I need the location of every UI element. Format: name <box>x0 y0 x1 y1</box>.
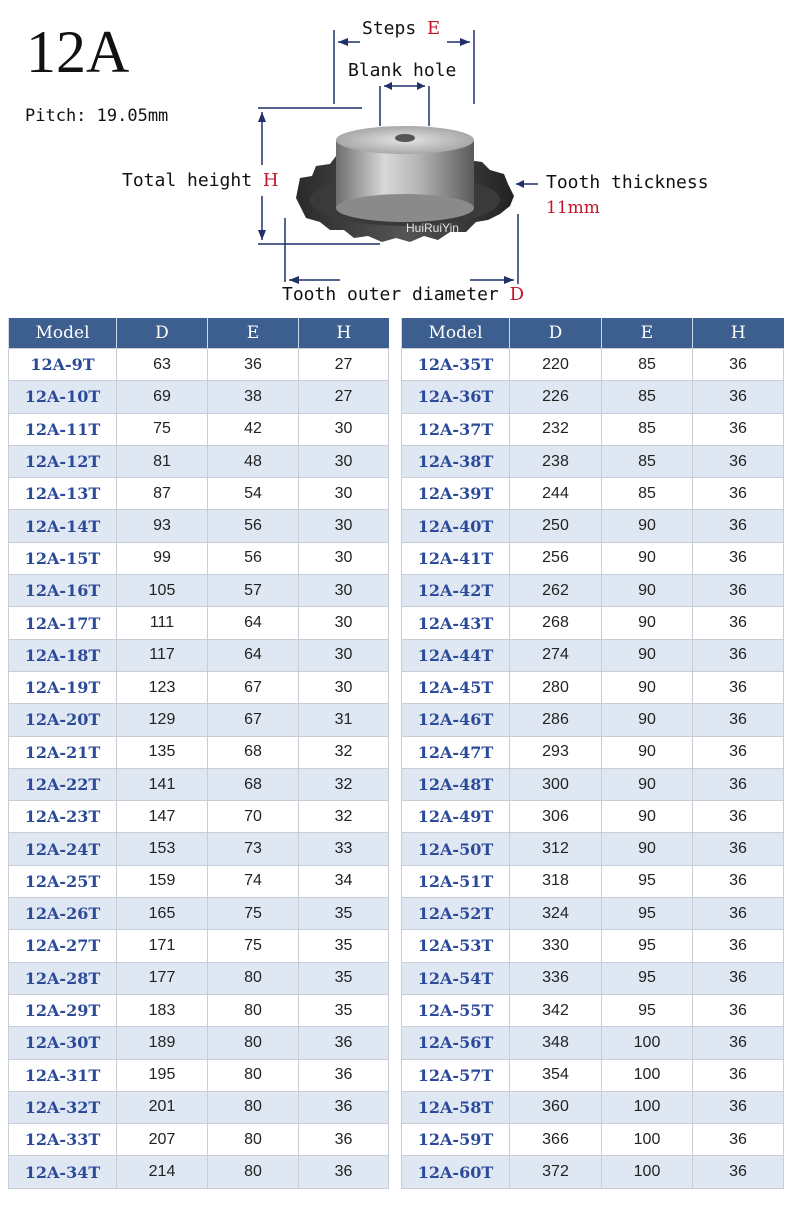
h-cell: 36 <box>693 801 784 833</box>
d-cell: 250 <box>510 510 602 542</box>
h-cell: 36 <box>299 1124 389 1156</box>
e-cell: 95 <box>602 994 693 1026</box>
model-cell: 12A-60T <box>402 1156 510 1188</box>
model-cell: 12A-44T <box>402 639 510 671</box>
tooth-thickness-dimension <box>516 180 538 188</box>
table-row <box>402 1091 784 1123</box>
h-cell: 36 <box>693 575 784 607</box>
e-cell: 90 <box>602 542 693 574</box>
page-title: 12A <box>26 19 130 85</box>
e-cell: 95 <box>602 930 693 962</box>
d-cell: 105 <box>117 575 208 607</box>
d-cell: 87 <box>117 478 208 510</box>
model-cell: 12A-37T <box>402 413 510 445</box>
table-row <box>9 349 389 381</box>
e-cell: 57 <box>208 575 299 607</box>
d-cell: 300 <box>510 768 602 800</box>
header-model: Model <box>9 318 117 349</box>
d-cell: 324 <box>510 898 602 930</box>
h-cell: 30 <box>299 413 389 445</box>
table-row <box>9 768 389 800</box>
table-row <box>9 704 389 736</box>
d-cell: 147 <box>117 801 208 833</box>
model-cell: 12A-39T <box>402 478 510 510</box>
table-row <box>402 1027 784 1059</box>
table-row <box>9 413 389 445</box>
model-cell: 12A-14T <box>9 510 117 542</box>
model-cell: 12A-27T <box>9 930 117 962</box>
h-cell: 36 <box>693 833 784 865</box>
e-cell: 90 <box>602 704 693 736</box>
model-cell: 12A-21T <box>9 736 117 768</box>
d-cell: 348 <box>510 1027 602 1059</box>
e-cell: 90 <box>602 575 693 607</box>
sprocket-hub <box>336 126 474 222</box>
h-cell: 36 <box>693 1156 784 1188</box>
table-row <box>402 639 784 671</box>
table-row <box>9 381 389 413</box>
h-cell: 32 <box>299 801 389 833</box>
table-row <box>9 1059 389 1091</box>
d-cell: 244 <box>510 478 602 510</box>
table-row <box>9 639 389 671</box>
d-cell: 293 <box>510 736 602 768</box>
h-cell: 30 <box>299 575 389 607</box>
model-cell: 12A-36T <box>402 381 510 413</box>
h-cell: 36 <box>693 704 784 736</box>
d-cell: 280 <box>510 671 602 703</box>
d-cell: 318 <box>510 865 602 897</box>
tooth-thickness-label: Tooth thickness <box>546 172 709 193</box>
e-cell: 100 <box>602 1059 693 1091</box>
e-cell: 80 <box>208 1059 299 1091</box>
d-cell: 69 <box>117 381 208 413</box>
svg-text:HuiRuiYin: HuiRuiYin <box>406 221 459 235</box>
h-cell: 30 <box>299 445 389 477</box>
model-cell: 12A-51T <box>402 865 510 897</box>
header-e: E <box>602 318 693 349</box>
table-row <box>9 478 389 510</box>
table-row <box>9 671 389 703</box>
e-cell: 85 <box>602 413 693 445</box>
model-cell: 12A-57T <box>402 1059 510 1091</box>
e-cell: 75 <box>208 898 299 930</box>
pitch-label: Pitch: 19.05mm <box>25 106 169 126</box>
e-cell: 95 <box>602 865 693 897</box>
e-cell: 67 <box>208 704 299 736</box>
header-d: D <box>117 318 208 349</box>
h-cell: 30 <box>299 639 389 671</box>
table-row <box>402 671 784 703</box>
model-cell: 12A-35T <box>402 349 510 381</box>
model-cell: 12A-54T <box>402 962 510 994</box>
model-cell: 12A-59T <box>402 1124 510 1156</box>
d-cell: 262 <box>510 575 602 607</box>
e-cell: 90 <box>602 833 693 865</box>
d-cell: 306 <box>510 801 602 833</box>
e-cell: 85 <box>602 381 693 413</box>
blank-hole-dimension <box>380 82 429 126</box>
model-cell: 12A-40T <box>402 510 510 542</box>
d-cell: 286 <box>510 704 602 736</box>
h-cell: 36 <box>299 1156 389 1188</box>
model-cell: 12A-12T <box>9 445 117 477</box>
tooth-thickness-value: 11mm <box>546 198 600 218</box>
d-cell: 372 <box>510 1156 602 1188</box>
h-cell: 36 <box>693 1124 784 1156</box>
e-cell: 36 <box>208 349 299 381</box>
model-cell: 12A-56T <box>402 1027 510 1059</box>
h-cell: 36 <box>693 381 784 413</box>
table-row <box>402 607 784 639</box>
d-cell: 220 <box>510 349 602 381</box>
model-cell: 12A-38T <box>402 445 510 477</box>
blank-hole-label: Blank hole <box>348 60 457 81</box>
table-row <box>402 542 784 574</box>
model-cell: 12A-24T <box>9 833 117 865</box>
h-cell: 33 <box>299 833 389 865</box>
e-cell: 100 <box>602 1124 693 1156</box>
h-cell: 32 <box>299 768 389 800</box>
table-row <box>402 575 784 607</box>
model-cell: 12A-58T <box>402 1091 510 1123</box>
d-cell: 201 <box>117 1091 208 1123</box>
h-cell: 30 <box>299 671 389 703</box>
h-cell: 36 <box>693 898 784 930</box>
table-row <box>402 833 784 865</box>
e-cell: 100 <box>602 1027 693 1059</box>
d-cell: 189 <box>117 1027 208 1059</box>
e-cell: 56 <box>208 510 299 542</box>
d-cell: 171 <box>117 930 208 962</box>
model-cell: 12A-23T <box>9 801 117 833</box>
model-cell: 12A-18T <box>9 639 117 671</box>
h-cell: 36 <box>693 865 784 897</box>
e-cell: 42 <box>208 413 299 445</box>
model-cell: 12A-29T <box>9 994 117 1026</box>
h-cell: 27 <box>299 349 389 381</box>
table-row <box>402 898 784 930</box>
h-cell: 36 <box>693 478 784 510</box>
h-cell: 36 <box>693 413 784 445</box>
header-h: H <box>299 318 389 349</box>
model-cell: 12A-55T <box>402 994 510 1026</box>
h-cell: 36 <box>693 1091 784 1123</box>
e-cell: 80 <box>208 1124 299 1156</box>
table-row <box>402 413 784 445</box>
h-cell: 36 <box>693 962 784 994</box>
steps-label: Steps E <box>362 18 441 39</box>
model-cell: 12A-42T <box>402 575 510 607</box>
model-cell: 12A-17T <box>9 607 117 639</box>
model-cell: 12A-28T <box>9 962 117 994</box>
table-row <box>9 898 389 930</box>
d-cell: 336 <box>510 962 602 994</box>
h-cell: 35 <box>299 898 389 930</box>
d-cell: 268 <box>510 607 602 639</box>
table-row <box>9 801 389 833</box>
table-row <box>402 445 784 477</box>
h-cell: 30 <box>299 542 389 574</box>
table-row <box>402 510 784 542</box>
table-row <box>402 801 784 833</box>
e-cell: 90 <box>602 801 693 833</box>
d-cell: 256 <box>510 542 602 574</box>
header-model: Model <box>402 318 510 349</box>
h-cell: 35 <box>299 994 389 1026</box>
d-cell: 123 <box>117 671 208 703</box>
e-cell: 68 <box>208 736 299 768</box>
table-row <box>9 833 389 865</box>
d-cell: 99 <box>117 542 208 574</box>
table-row <box>9 1091 389 1123</box>
model-cell: 12A-43T <box>402 607 510 639</box>
table-row <box>9 445 389 477</box>
h-cell: 32 <box>299 736 389 768</box>
d-cell: 141 <box>117 768 208 800</box>
e-cell: 80 <box>208 1027 299 1059</box>
h-cell: 36 <box>693 607 784 639</box>
table-row <box>9 510 389 542</box>
model-cell: 12A-26T <box>9 898 117 930</box>
h-cell: 30 <box>299 607 389 639</box>
d-cell: 81 <box>117 445 208 477</box>
h-cell: 36 <box>299 1027 389 1059</box>
d-cell: 183 <box>117 994 208 1026</box>
model-cell: 12A-47T <box>402 736 510 768</box>
d-cell: 354 <box>510 1059 602 1091</box>
e-cell: 73 <box>208 833 299 865</box>
d-cell: 238 <box>510 445 602 477</box>
table-row <box>402 381 784 413</box>
table-row <box>402 768 784 800</box>
total-height-letter: H <box>262 170 279 191</box>
table-row <box>402 349 784 381</box>
d-cell: 177 <box>117 962 208 994</box>
h-cell: 30 <box>299 510 389 542</box>
d-cell: 330 <box>510 930 602 962</box>
e-cell: 67 <box>208 671 299 703</box>
model-cell: 12A-45T <box>402 671 510 703</box>
outer-diameter-letter: D <box>509 284 525 305</box>
e-cell: 95 <box>602 962 693 994</box>
d-cell: 195 <box>117 1059 208 1091</box>
h-cell: 36 <box>693 445 784 477</box>
header-e: E <box>208 318 299 349</box>
header-d: D <box>510 318 602 349</box>
h-cell: 36 <box>693 510 784 542</box>
h-cell: 27 <box>299 381 389 413</box>
d-cell: 366 <box>510 1124 602 1156</box>
model-cell: 12A-20T <box>9 704 117 736</box>
e-cell: 80 <box>208 1091 299 1123</box>
table-row <box>402 962 784 994</box>
h-cell: 36 <box>693 349 784 381</box>
table-row <box>402 930 784 962</box>
h-cell: 36 <box>693 639 784 671</box>
e-cell: 90 <box>602 607 693 639</box>
table-row <box>9 607 389 639</box>
d-cell: 214 <box>117 1156 208 1188</box>
table-row <box>402 1059 784 1091</box>
e-cell: 85 <box>602 445 693 477</box>
steps-letter: E <box>427 18 441 39</box>
e-cell: 80 <box>208 962 299 994</box>
h-cell: 35 <box>299 962 389 994</box>
e-cell: 85 <box>602 349 693 381</box>
d-cell: 342 <box>510 994 602 1026</box>
h-cell: 36 <box>299 1091 389 1123</box>
e-cell: 68 <box>208 768 299 800</box>
h-cell: 31 <box>299 704 389 736</box>
table-row <box>9 962 389 994</box>
total-height-label: Total height H <box>122 170 279 191</box>
table-row <box>9 865 389 897</box>
h-cell: 35 <box>299 930 389 962</box>
model-cell: 12A-49T <box>402 801 510 833</box>
e-cell: 48 <box>208 445 299 477</box>
table-row <box>9 736 389 768</box>
d-cell: 135 <box>117 736 208 768</box>
h-cell: 34 <box>299 865 389 897</box>
d-cell: 165 <box>117 898 208 930</box>
d-cell: 360 <box>510 1091 602 1123</box>
model-cell: 12A-34T <box>9 1156 117 1188</box>
e-cell: 90 <box>602 671 693 703</box>
model-cell: 12A-48T <box>402 768 510 800</box>
table-row <box>402 478 784 510</box>
table-row <box>9 994 389 1026</box>
model-cell: 12A-19T <box>9 671 117 703</box>
header-h: H <box>693 318 784 349</box>
h-cell: 36 <box>693 736 784 768</box>
outer-diameter-label: Tooth outer diameter D <box>282 284 525 305</box>
h-cell: 36 <box>693 768 784 800</box>
e-cell: 90 <box>602 639 693 671</box>
e-cell: 80 <box>208 994 299 1026</box>
table-row <box>402 865 784 897</box>
table-row <box>9 930 389 962</box>
model-cell: 12A-53T <box>402 930 510 962</box>
model-cell: 12A-11T <box>9 413 117 445</box>
d-cell: 232 <box>510 413 602 445</box>
table-row <box>9 1027 389 1059</box>
table-row <box>402 736 784 768</box>
spec-table-left <box>8 318 389 1189</box>
table-row <box>9 542 389 574</box>
table-row <box>402 704 784 736</box>
table-row <box>402 1124 784 1156</box>
model-cell: 12A-10T <box>9 381 117 413</box>
e-cell: 90 <box>602 736 693 768</box>
table-row <box>402 1156 784 1188</box>
d-cell: 312 <box>510 833 602 865</box>
e-cell: 74 <box>208 865 299 897</box>
d-cell: 75 <box>117 413 208 445</box>
d-cell: 159 <box>117 865 208 897</box>
d-cell: 63 <box>117 349 208 381</box>
e-cell: 100 <box>602 1156 693 1188</box>
model-cell: 12A-31T <box>9 1059 117 1091</box>
model-cell: 12A-9T <box>9 349 117 381</box>
h-cell: 36 <box>693 1027 784 1059</box>
table-row <box>9 1124 389 1156</box>
model-cell: 12A-46T <box>402 704 510 736</box>
e-cell: 90 <box>602 510 693 542</box>
h-cell: 36 <box>693 930 784 962</box>
model-cell: 12A-52T <box>402 898 510 930</box>
d-cell: 129 <box>117 704 208 736</box>
model-cell: 12A-41T <box>402 542 510 574</box>
model-cell: 12A-16T <box>9 575 117 607</box>
e-cell: 85 <box>602 478 693 510</box>
e-cell: 70 <box>208 801 299 833</box>
h-cell: 36 <box>693 1059 784 1091</box>
spec-table-right <box>401 318 784 1189</box>
d-cell: 111 <box>117 607 208 639</box>
h-cell: 30 <box>299 478 389 510</box>
table-row <box>9 575 389 607</box>
e-cell: 75 <box>208 930 299 962</box>
d-cell: 207 <box>117 1124 208 1156</box>
model-cell: 12A-32T <box>9 1091 117 1123</box>
model-cell: 12A-25T <box>9 865 117 897</box>
d-cell: 153 <box>117 833 208 865</box>
h-cell: 36 <box>299 1059 389 1091</box>
sprocket-diagram <box>0 0 800 318</box>
d-cell: 117 <box>117 639 208 671</box>
e-cell: 54 <box>208 478 299 510</box>
d-cell: 93 <box>117 510 208 542</box>
e-cell: 80 <box>208 1156 299 1188</box>
d-cell: 274 <box>510 639 602 671</box>
e-cell: 38 <box>208 381 299 413</box>
model-cell: 12A-22T <box>9 768 117 800</box>
h-cell: 36 <box>693 542 784 574</box>
table-row <box>9 1156 389 1188</box>
model-cell: 12A-15T <box>9 542 117 574</box>
e-cell: 95 <box>602 898 693 930</box>
model-cell: 12A-50T <box>402 833 510 865</box>
model-cell: 12A-33T <box>9 1124 117 1156</box>
e-cell: 64 <box>208 607 299 639</box>
e-cell: 100 <box>602 1091 693 1123</box>
e-cell: 90 <box>602 768 693 800</box>
model-cell: 12A-13T <box>9 478 117 510</box>
e-cell: 64 <box>208 639 299 671</box>
h-cell: 36 <box>693 994 784 1026</box>
table-row <box>402 994 784 1026</box>
model-cell: 12A-30T <box>9 1027 117 1059</box>
e-cell: 56 <box>208 542 299 574</box>
h-cell: 36 <box>693 671 784 703</box>
d-cell: 226 <box>510 381 602 413</box>
